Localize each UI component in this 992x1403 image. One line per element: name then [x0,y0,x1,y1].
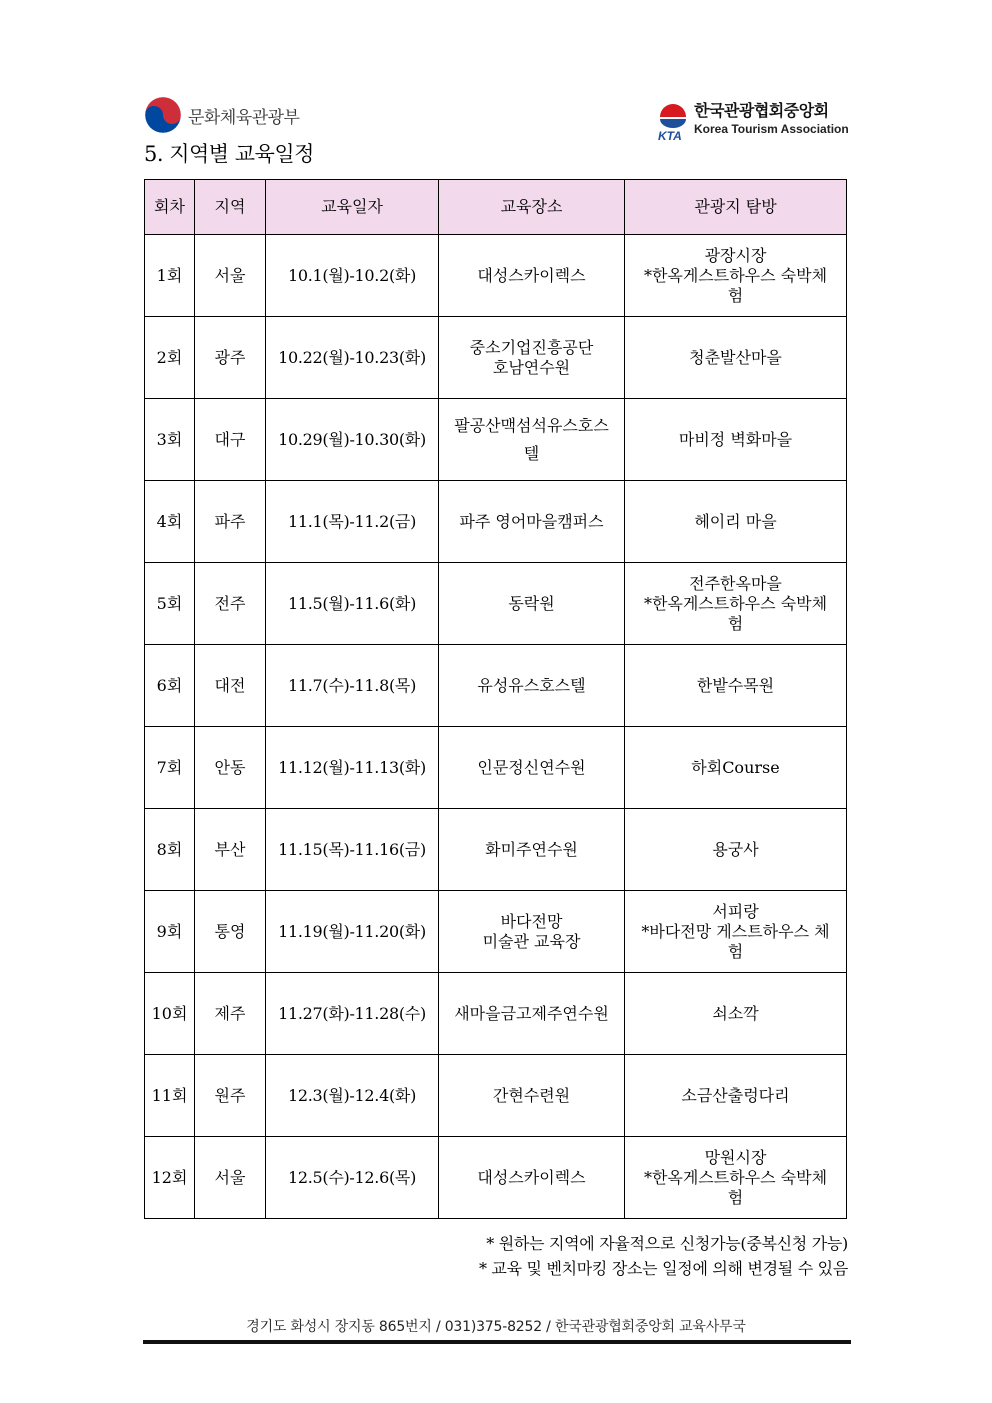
region-cell: 대구 [195,399,266,481]
table-row [145,891,847,973]
table-row [145,727,847,809]
note-apply: * 원하는 지역에 자율적으로 신청가능(중복신청 가능) [486,1234,848,1253]
ministry-logo [144,96,299,134]
tour-cell [625,563,847,645]
date-cell: 10.1(월)-10.2(화) [266,235,439,317]
tour-cell [625,727,847,809]
region-cell: 안동 [195,727,266,809]
venue-cell-line: 화미주연수원 [485,839,578,859]
venue-cell-line: 중소기업진흥공단 [469,337,594,357]
table-row [145,809,847,891]
table-row [145,645,847,727]
region-cell: 서울 [195,1137,266,1219]
date-cell: 11.15(목)-11.16(금) [266,809,439,891]
tour-cell-line: 전주한옥마을 [689,573,782,593]
date-cell: 10.22(월)-10.23(화) [266,317,439,399]
tour-cell-line: 청춘발산마을 [689,347,782,367]
kta-emblem-icon [656,101,690,143]
region-cell: 통영 [195,891,266,973]
tour-cell [625,1137,847,1219]
venue-cell [439,973,625,1055]
region-cell: 파주 [195,481,266,563]
round-cell: 10회 [145,973,195,1055]
tour-cell [625,481,847,563]
tour-cell-line: 용궁사 [712,839,759,859]
tour-cell-line: *한옥게스트하우스 숙박체 [643,265,828,285]
tour-cell [625,235,847,317]
region-cell: 전주 [195,563,266,645]
venue-cell [439,1137,625,1219]
venue-cell [439,317,625,399]
venue-cell-line: 팔공산맥섬석유스호스 [454,415,609,435]
tour-cell-line: 망원시장 [704,1147,767,1167]
venue-cell [439,891,625,973]
taeguk-icon [144,96,182,134]
venue-cell [439,727,625,809]
tour-cell-line: 쇠소깍 [712,1003,759,1023]
venue-cell-line: 유성유스호스텔 [477,675,586,695]
round-cell: 1회 [145,235,195,317]
table-header-row [145,180,847,235]
round-cell: 11회 [145,1055,195,1137]
date-cell: 10.29(월)-10.30(화) [266,399,439,481]
venue-cell [439,235,625,317]
venue-cell [439,809,625,891]
tour-cell-line: 소금산출렁다리 [681,1085,790,1105]
venue-cell-line: 대성스카이렉스 [477,1167,586,1187]
table-row [145,563,847,645]
region-cell: 원주 [195,1055,266,1137]
tour-cell-line: 마비정 벽화마을 [678,429,793,449]
date-cell: 11.1(목)-11.2(금) [266,481,439,563]
region-cell: 광주 [195,317,266,399]
round-cell: 8회 [145,809,195,891]
venue-cell-line: 동락원 [508,593,555,613]
venue-cell-line: 인문정신연수원 [477,757,586,777]
tour-cell-line: 광장시장 [704,245,767,265]
note-change: * 교육 및 벤치마킹 장소는 일정에 의해 변경될 수 있음 [478,1259,848,1278]
tour-cell [625,1055,847,1137]
column-header-date: 교육일자 [266,180,439,235]
tour-cell-line: 험 [727,285,744,305]
table-row [145,1137,847,1219]
tour-cell [625,891,847,973]
tour-cell [625,645,847,727]
venue-cell-line: 파주 영어마을캠퍼스 [459,511,604,531]
tour-cell-line: 험 [727,613,744,633]
column-header-tour: 관광지 탐방 [625,180,847,235]
tour-cell-line: 험 [727,941,744,961]
venue-cell-line: 호남연수원 [492,357,571,377]
round-cell: 2회 [145,317,195,399]
date-cell: 11.27(화)-11.28(수) [266,973,439,1055]
section-title: 5. 지역별 교육일정 [144,142,314,166]
table-row [145,973,847,1055]
round-cell: 9회 [145,891,195,973]
footer-address: 경기도 화성시 장지동 865번지 / 031)375-8252 / 한국관광협회중앙회 교육사무국 [246,1319,746,1335]
kta-logo [656,101,849,143]
venue-cell-line: 새마을금고제주연수원 [454,1003,609,1023]
venue-cell [439,1055,625,1137]
table-row [145,317,847,399]
round-cell: 3회 [145,399,195,481]
tour-cell-line: 서피랑 [712,901,759,921]
venue-cell-line: 간현수련원 [492,1085,571,1105]
tour-cell-line: 한밭수목원 [696,675,775,695]
tour-cell [625,399,847,481]
round-cell: 4회 [145,481,195,563]
venue-cell-line: 텔 [523,443,540,463]
tour-cell [625,809,847,891]
venue-cell [439,481,625,563]
schedule-body [145,235,847,1219]
date-cell: 11.7(수)-11.8(목) [266,645,439,727]
column-header-region: 지역 [195,180,266,235]
kta-english-name: Korea Tourism Association [694,122,849,136]
round-cell: 12회 [145,1137,195,1219]
region-cell: 서울 [195,235,266,317]
region-cell: 제주 [195,973,266,1055]
venue-cell [439,563,625,645]
round-cell: 5회 [145,563,195,645]
tour-cell-line: *한옥게스트하우스 숙박체 [643,593,828,613]
round-cell: 7회 [145,727,195,809]
tour-cell-line: 험 [727,1187,744,1207]
date-cell: 12.3(월)-12.4(화) [266,1055,439,1137]
date-cell: 11.12(월)-11.13(화) [266,727,439,809]
kta-abbr: KTA [658,129,682,143]
venue-cell-line: 바다전망 [500,911,563,931]
venue-cell-line: 대성스카이렉스 [477,265,586,285]
date-cell: 11.19(월)-11.20(화) [266,891,439,973]
column-header-venue: 교육장소 [439,180,625,235]
table-row [145,481,847,563]
table-row [145,235,847,317]
region-cell: 부산 [195,809,266,891]
date-cell: 12.5(수)-12.6(목) [266,1137,439,1219]
ministry-name: 문화체육관광부 [188,107,300,128]
tour-cell-line: *한옥게스트하우스 숙박체 [643,1167,828,1187]
tour-cell-line: 헤이리 마을 [694,511,777,531]
footer-divider [143,1340,851,1344]
tour-cell-line: *바다전망 게스트하우스 체 [641,921,830,941]
region-cell: 대전 [195,645,266,727]
table-row [145,1055,847,1137]
round-cell: 6회 [145,645,195,727]
venue-cell-line: 미술관 교육장 [482,931,581,951]
tour-cell [625,973,847,1055]
tour-cell [625,317,847,399]
venue-cell [439,645,625,727]
date-cell: 11.5(월)-11.6(화) [266,563,439,645]
venue-cell [439,399,625,481]
column-header-round: 회차 [145,180,195,235]
kta-name: 한국관광협회중앙회 [694,101,829,120]
schedule-table [144,179,847,1219]
table-row [145,399,847,481]
tour-cell-line: 하회Course [691,757,780,777]
